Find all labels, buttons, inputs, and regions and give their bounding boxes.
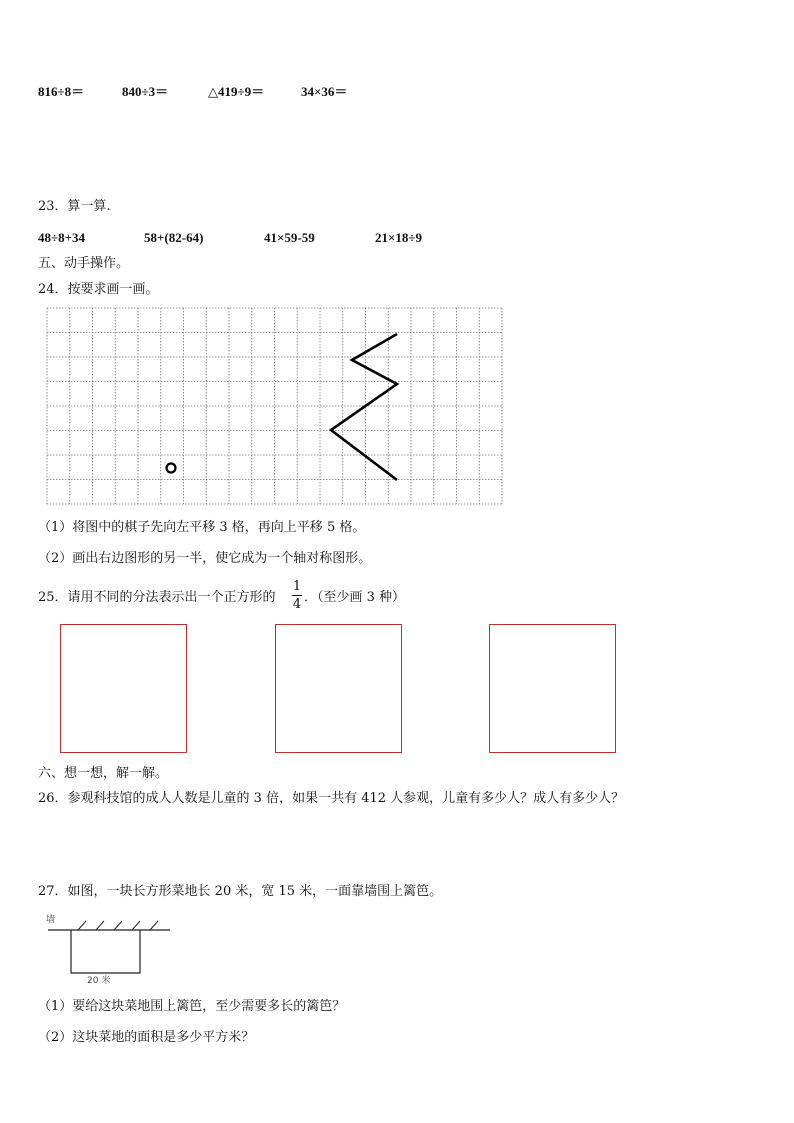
wall-label: 墙 <box>46 915 56 925</box>
section-6-heading: 六、想一想，解一解。 <box>38 766 169 781</box>
fraction-bar <box>292 595 302 596</box>
q25-title-pre: 25．请用不同的分法表示出一个正方形的 <box>38 590 276 605</box>
drawing-square-1[interactable] <box>60 624 187 753</box>
drawing-square-3[interactable] <box>489 624 616 753</box>
drawing-square-2[interactable] <box>275 624 402 753</box>
q23-item-4: 21×18÷9 <box>375 230 423 245</box>
q23-item-1: 48÷8+34 <box>38 230 86 245</box>
q24-title: 24．按要求画一画。 <box>38 282 159 297</box>
length-label: 20 米 <box>87 976 111 986</box>
q26-text: 26．参观科技馆的成人人数是儿童的 3 倍，如果一共有 412 人参观，儿童有多少人？成人有多少人？ <box>38 791 625 806</box>
calc-item-4: 34×36＝ <box>301 84 348 99</box>
q25-title-post: ．（至少画 3 种） <box>304 590 406 605</box>
calc-item-1: 816÷8＝ <box>38 84 85 99</box>
q27-sub-2: （2）这块菜地的面积是多少平方米？ <box>38 1030 255 1045</box>
zigzag-half-figure <box>331 334 397 480</box>
fraction-numerator: 1 <box>292 579 302 594</box>
q23-item-2: 58+(82-64) <box>144 230 204 245</box>
section-5-heading: 五、动手操作。 <box>38 256 130 271</box>
q27-title: 27．如图，一块长方形菜地长 20 米，宽 15 米，一面靠墙围上篱笆。 <box>38 884 443 899</box>
q23-item-3: 41×59-59 <box>264 230 315 245</box>
q27-sub-1: （1）要给这块菜地围上篱笆，至少需要多长的篱笆？ <box>38 999 346 1014</box>
q27-garden-figure <box>44 908 184 986</box>
fraction-denominator: 4 <box>292 597 302 612</box>
calc-item-2: 840÷3＝ <box>122 84 169 99</box>
q23-title: 23．算一算. <box>38 199 111 214</box>
q24-grid-figure <box>45 306 505 510</box>
calc-item-3: △419÷9＝ <box>208 84 265 99</box>
q24-sub-1: （1）将图中的棋子先向左平移 3 格，再向上平移 5 格。 <box>38 520 366 535</box>
q25-fraction <box>291 580 303 611</box>
q24-sub-2: （2）画出右边图形的另一半，使它成为一个轴对称图形。 <box>38 551 372 566</box>
chess-piece <box>167 464 176 473</box>
